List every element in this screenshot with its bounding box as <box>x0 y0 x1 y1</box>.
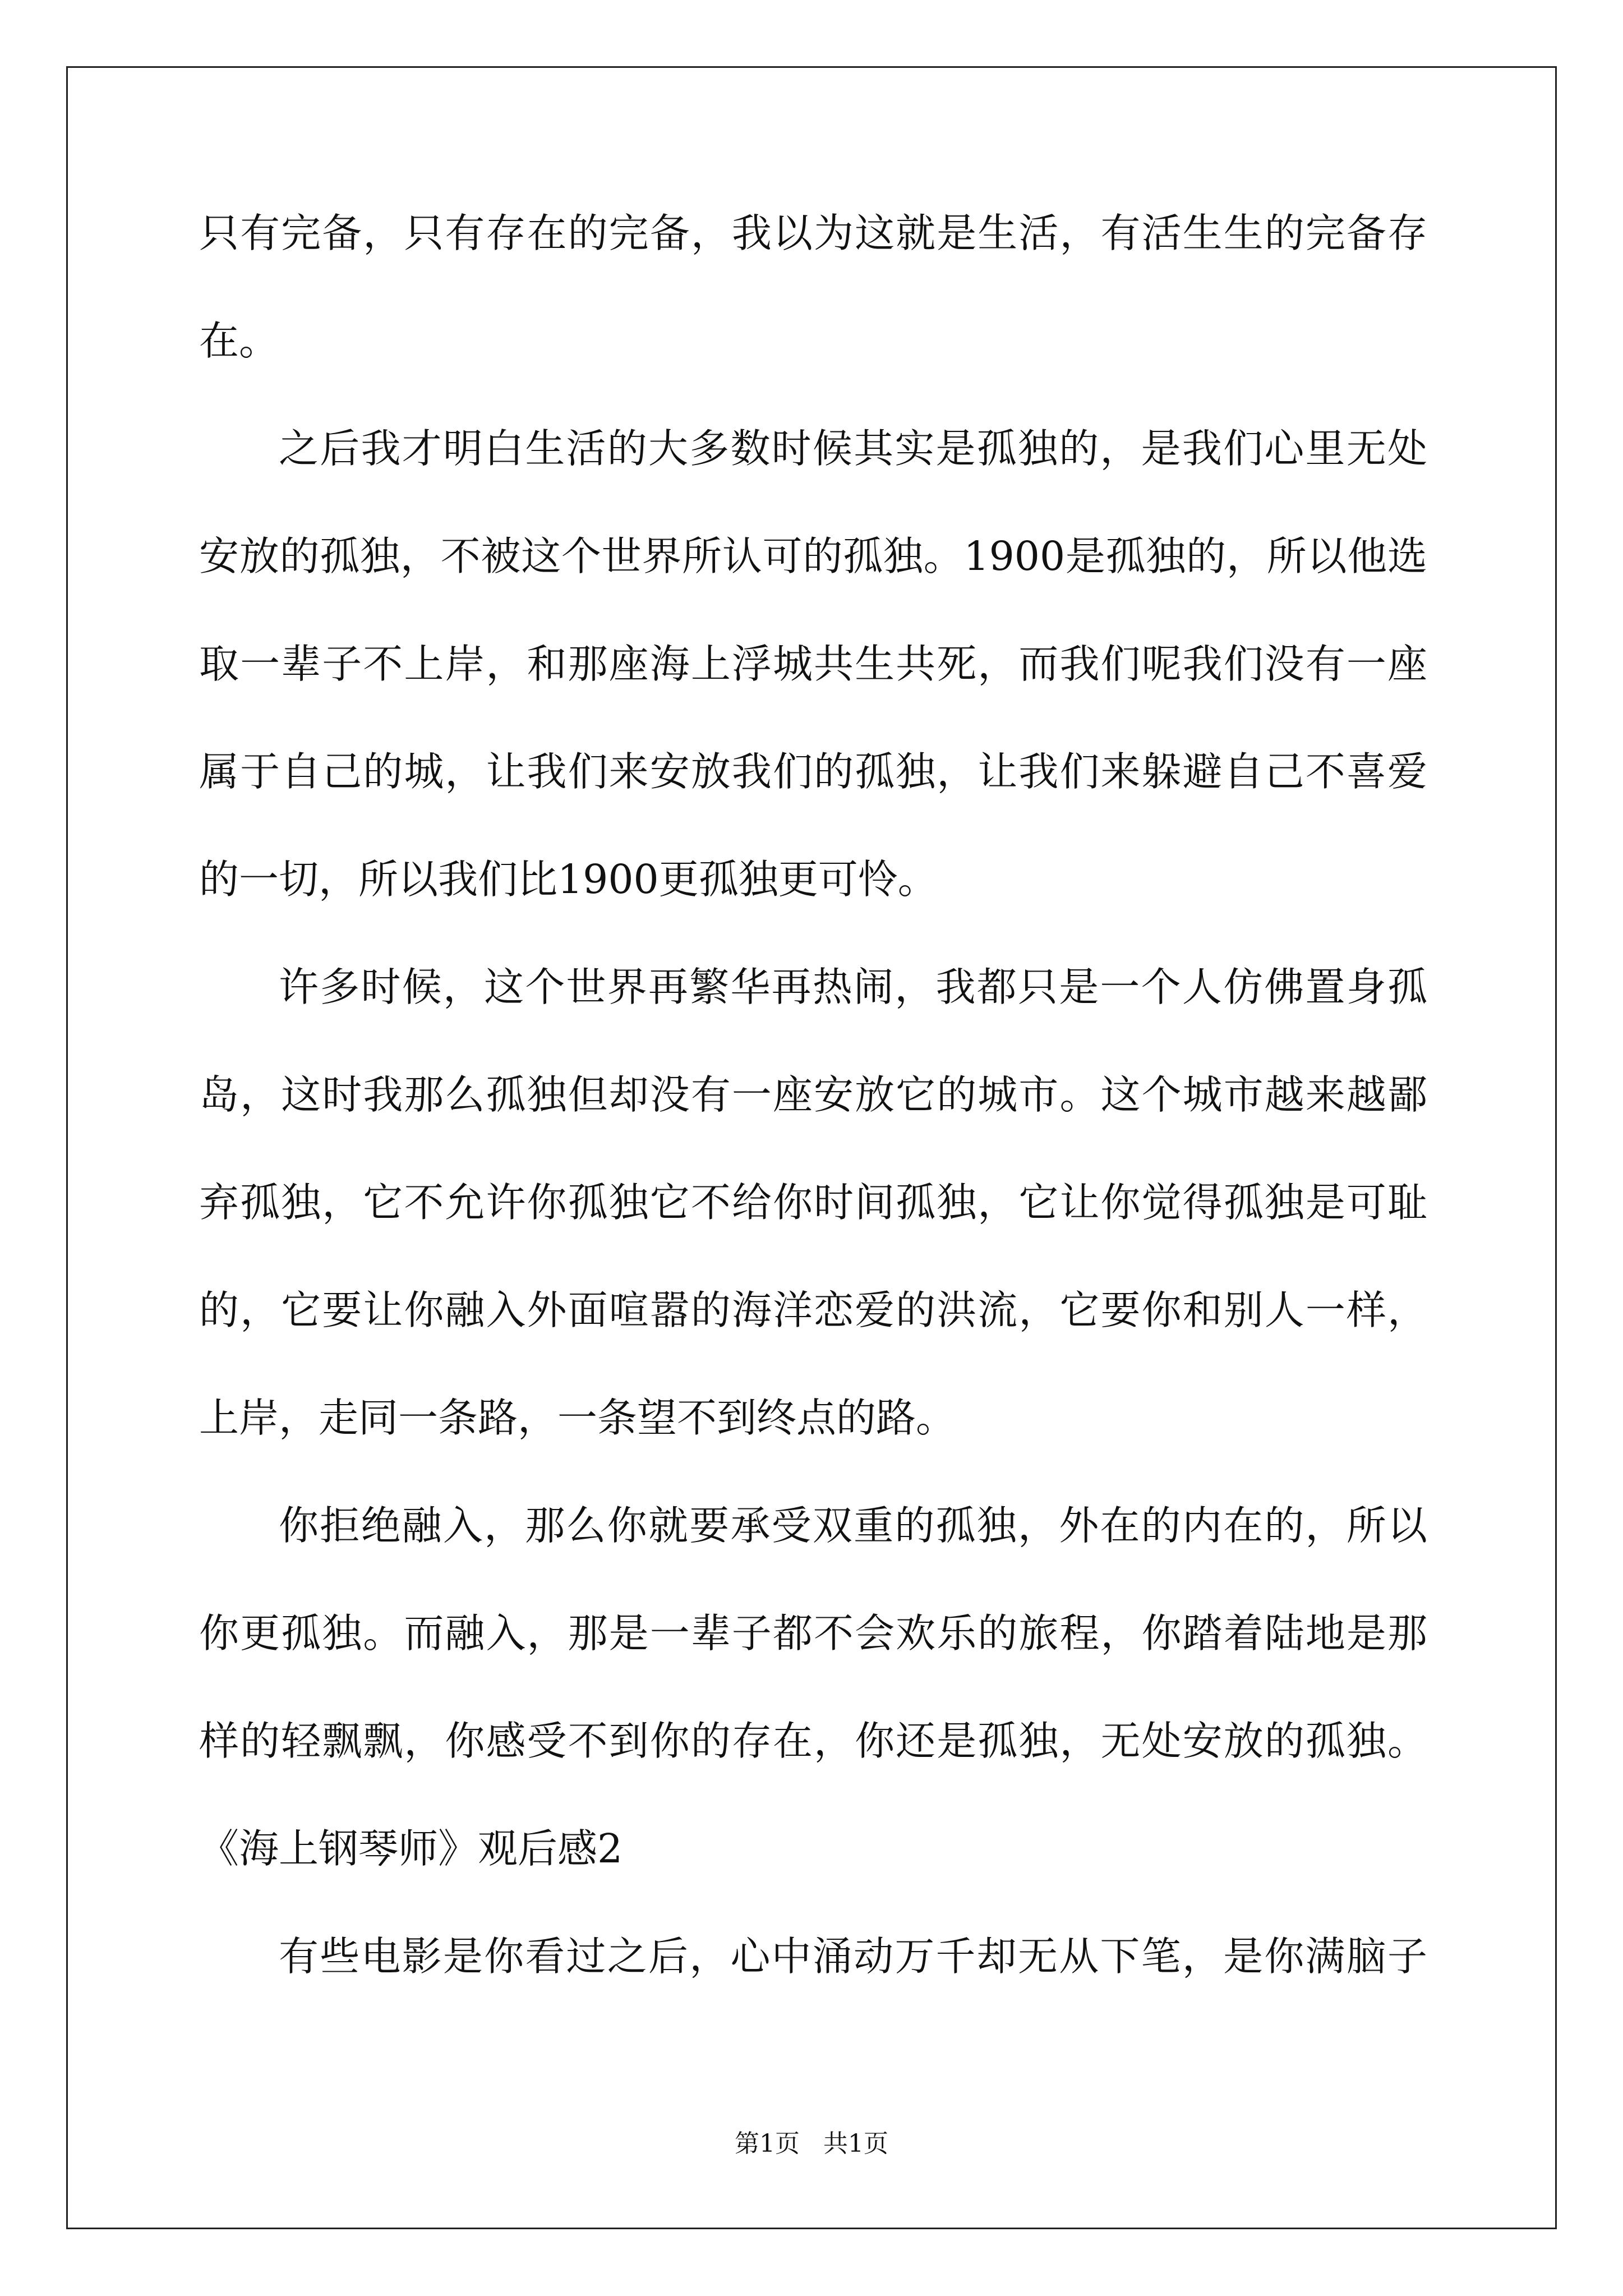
text-line: 之后我才明白生活的大多数时候其实是孤独的，是我们心里无处 <box>279 425 1427 472</box>
text-line: 在。 <box>199 318 279 364</box>
text-line: 弃孤独，它不允许你孤独它不给你时间孤独，它让你觉得孤独是可耻 <box>199 1179 1427 1226</box>
text-line: 取一辈子不上岸，和那座海上浮城共生共死，而我们呢我们没有一座 <box>199 641 1427 687</box>
text-line: 岛，这时我那么孤独但却没有一座安放它的城市。这个城市越来越鄙 <box>199 1071 1427 1118</box>
page-footer <box>0 2129 1623 2158</box>
page-number-total: 共1页 <box>823 2129 888 2158</box>
text-line: 你更孤独。而融入，那是一辈子都不会欢乐的旅程，你踏着陆地是那 <box>199 1610 1427 1657</box>
text-line: 上岸，走同一条路，一条望不到终点的路。 <box>199 1395 956 1441</box>
text-line: 的，它要让你融入外面喧嚣的海洋恋爱的洪流，它要你和别人一样， <box>199 1287 1427 1333</box>
document-body <box>199 210 1427 2044</box>
text-line: 许多时候，这个世界再繁华再热闹，我都只是一个人仿佛置身孤 <box>279 964 1427 1010</box>
page-number-current: 第1页 <box>735 2129 800 2158</box>
text-line: 你拒绝融入，那么你就要承受双重的孤独，外在的内在的，所以 <box>279 1502 1427 1549</box>
text-line: 有些电影是你看过之后，心中涌动万千却无从下笔，是你满脑子 <box>279 1933 1427 1980</box>
text-line: 样的轻飘飘，你感受不到你的存在，你还是孤独，无处安放的孤独。 <box>199 1718 1427 1764</box>
text-line: 属于自己的城，让我们来安放我们的孤独，让我们来躲避自己不喜爱 <box>199 748 1427 795</box>
text-line: 的一切，所以我们比1900更孤独更可怜。 <box>199 856 938 903</box>
section-heading: 《海上钢琴师》观后感2 <box>199 1825 623 1872</box>
text-line: 只有完备，只有存在的完备，我以为这就是生活，有活生生的完备存 <box>199 210 1427 256</box>
text-line: 安放的孤独，不被这个世界所认可的孤独。1900是孤独的，所以他选 <box>199 533 1427 579</box>
